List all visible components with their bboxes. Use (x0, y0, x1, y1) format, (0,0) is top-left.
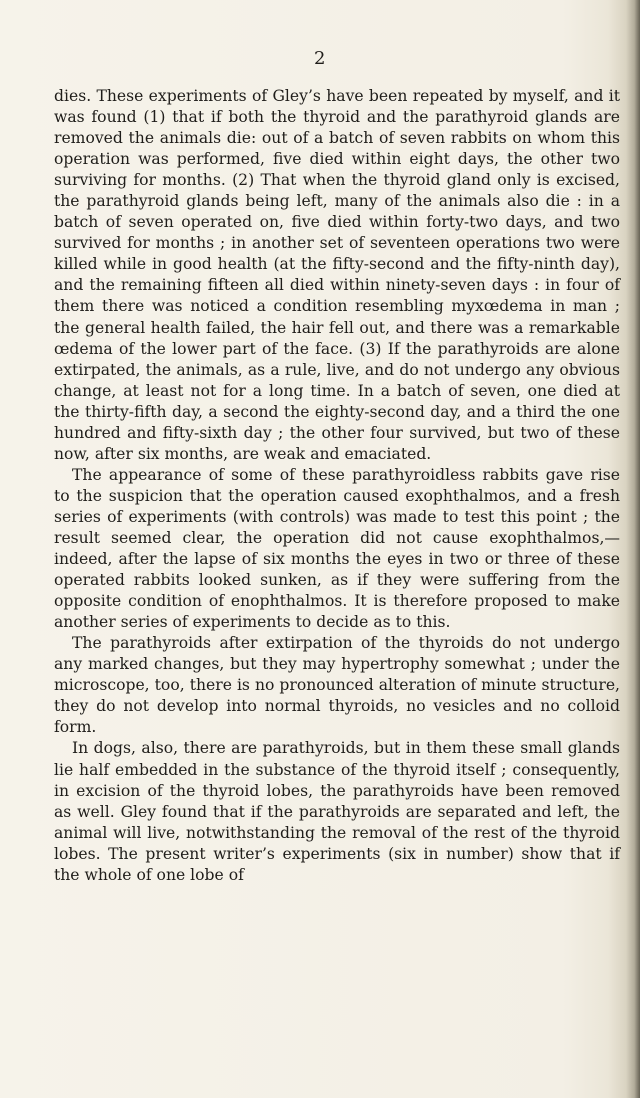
paragraph-continuation: dies. These experiments of Gley’s have been repeated by myself, and it was found (1) that if both the thyroid and the parathyroid glands are removed the animals die: out of a batch of seven rabbits on whom this operation was performed, five died within eight days, the other two surviving for months. (2) That when the thyroid gland only is excised, the parathyroid glands being left, many of the animals also die : in a batch of seven operated on, five died within forty-two days, and two survived for months ; in another set of seventeen operations two were killed while in good health (at the fifty-second and the fifty-ninth day), and the remaining fifteen all died within ninety-seven days : in four of them there was noticed a condition resembling myxœdema in man ; the general health failed, the hair fell out, and there was a remarkable œdema of the lower part of the face. (3) If the parathyroids are alone extirpated, the animals, as a rule, live, and do not undergo any obvious change, at least not for a long time. In a batch of seven, one died at the thirty-fifth day, a second the eighty-second day, and a third the one hundred and fifty-sixth day ; the other four survived, but two of these now, after six months, are weak and emaciated. (54, 87, 620, 463)
page-number: 2 (314, 48, 326, 69)
paragraph-exophthalmos: The appearance of some of these parathyroidless rabbits gave rise to the suspicion that the operation caused exophthalmos, and a fresh series of experiments (with controls) was made to test this point ; the result seemed clear, the operation did not cause exophthalmos,—indeed, after the lapse of six months the eyes in two or three of these operated rabbits looked sunken, as if they were suffering from the opposite condition of enophthalmos. It is therefore proposed to make another series of experiments to decide as to this. (54, 465, 620, 632)
paragraph-parathyroid-changes: The parathyroids after extirpation of the thyroids do not undergo any marked changes, but they may hypertrophy somewhat ; under the microscope, too, there is no pronounced alteration of minute structure, they do not develop into normal thyroids, no vesicles and no colloid form. (54, 634, 620, 737)
paragraph-dogs: In dogs, also, there are parathyroids, but in them these small glands lie half embedded in the substance of the thyroid itself ; consequently, in excision of the thyroid lobes, the parathyroids have been removed as well. Gley found that if the parathyroids are separated and left, the animal will live, notwithstanding the removal of the rest of the thyroid lobes. The present writer’s experiments (six in number) show that if the whole of one lobe of (54, 739, 620, 884)
page-edge-shadow (626, 0, 640, 1098)
body-text (54, 86, 620, 886)
